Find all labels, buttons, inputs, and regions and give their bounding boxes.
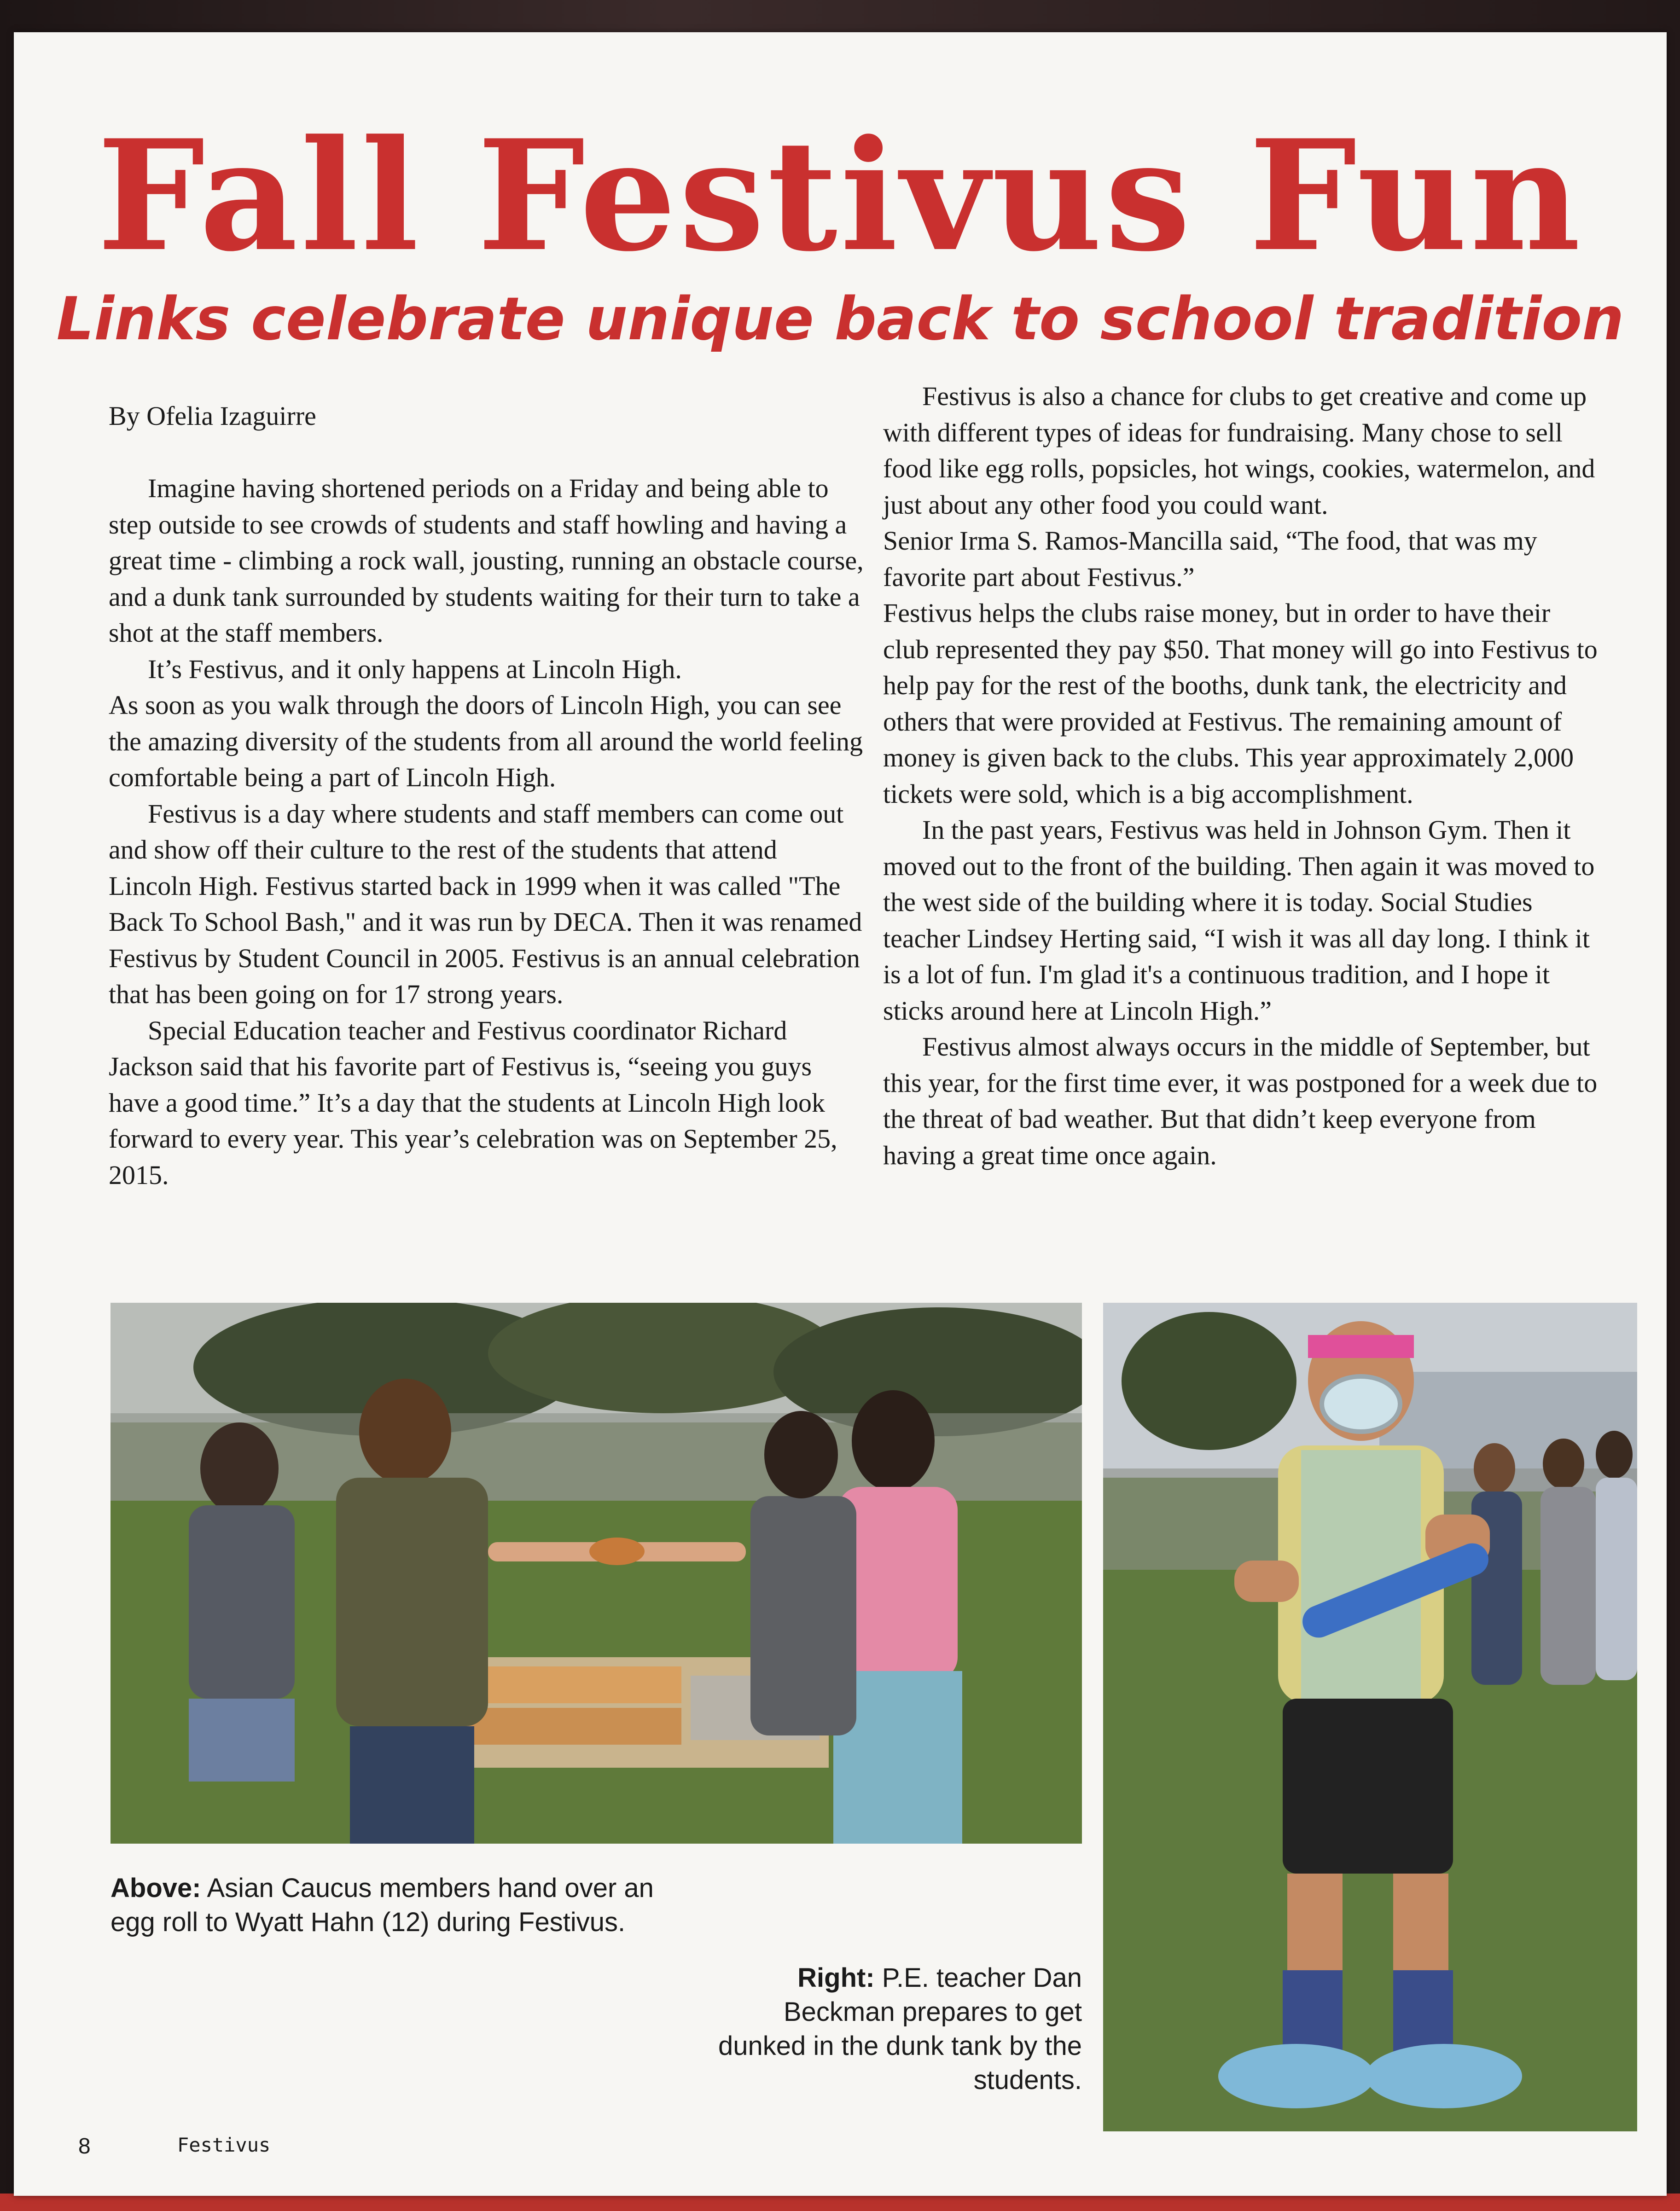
caption-text: Asian Caucus members hand over an egg roll to Wyatt Hahn (12) during Festivus. [110, 1873, 654, 1937]
paragraph: As soon as you walk through the doors of Lincoln High, you can see the amazing diversity of the students from all around the world feeling comfortable being a part of Lincoln High. [109, 690, 863, 792]
caption-right [704, 1961, 1082, 2097]
byline: By Ofelia Izaguirre [109, 401, 316, 431]
paragraph: Festivus is also a chance for clubs to get creative and come up with different types of ideas for fundraising. Many chose to sell food like egg rolls, popsicles, hot wings, cookies, watermelon, and just about any other food you could want. [883, 381, 1595, 520]
article-column-right [883, 378, 1601, 1173]
yearbook-page [14, 32, 1667, 2196]
photo-egg-roll-booth [110, 1303, 1082, 1844]
subheadline: Links celebrate unique back to school tradition [56, 285, 1624, 354]
paragraph: Festivus helps the clubs raise money, but in order to have their club represented they pay $50. That money will go into Festivus to help pay for the rest of the booths, dunk tank, the electricity and others that were provided at Festivus. The remaining amount of money is given back to the clubs. This year approximately 2,000 tickets were sold, which is a big accomplishment. [883, 598, 1598, 809]
section-name: Festivus [177, 2134, 271, 2156]
headline: Fall Festivus Fun [97, 106, 1584, 285]
page-number: 8 [78, 2134, 91, 2159]
caption-above [110, 1871, 663, 1939]
paragraph: Special Education teacher and Festivus coordinator Richard Jackson said that his favorite part of Festivus is, “seeing you guys have a good time.” It’s a day that the students at Lincoln High look forward to every year. This year’s celebration was on September 25, 2015. [109, 1015, 837, 1190]
article-column-left [109, 470, 864, 1193]
paragraph: In the past years, Festivus was held in Johnson Gym. Then it moved out to the front of the building. Then again it was moved to the west side of the building where it is today. Social Studies teacher Lindsey Herting said, “I wish it was all day long. I think it is a lot of fun. I'm glad it's a continuous tradition, and I hope it sticks around here at Lincoln High.” [883, 815, 1595, 1026]
paragraph: Festivus is a day where students and staff members can come out and show off their culture to the rest of the students that attend Lincoln High. Festivus started back in 1999 when it was called "The Back To School Bash," and it was run by DECA. Then it was renamed Festivus by Student Council in 2005. Festivus is an annual celebration that has been going on for 17 strong years. [109, 798, 862, 1009]
photo-teacher-dunk-tank [1103, 1303, 1637, 2131]
paragraph: It’s Festivus, and it only happens at Lincoln High. [148, 654, 682, 684]
caption-label: Above: [110, 1873, 201, 1903]
paragraph: Imagine having shortened periods on a Friday and being able to step outside to see crowds of students and staff howling and having a great time - climbing a rock wall, jousting, running an obstacle course, and a dunk tank surrounded by students waiting for their turn to take a shot at the staff members. [109, 473, 864, 648]
paragraph: Festivus almost always occurs in the middle of September, but this year, for the first time ever, it was postponed for a week due to the threat of bad weather. But that didn’t keep everyone from having a great time once again. [883, 1032, 1598, 1170]
caption-text: P.E. teacher Dan Beckman prepares to get dunked in the dunk tank by the students. [718, 1963, 1082, 2095]
caption-label: Right: [797, 1963, 875, 1993]
binding-edge [0, 2194, 1680, 2211]
paragraph: Senior Irma S. Ramos-Mancilla said, “The food, that was my favorite part about Festivus.” [883, 526, 1537, 592]
